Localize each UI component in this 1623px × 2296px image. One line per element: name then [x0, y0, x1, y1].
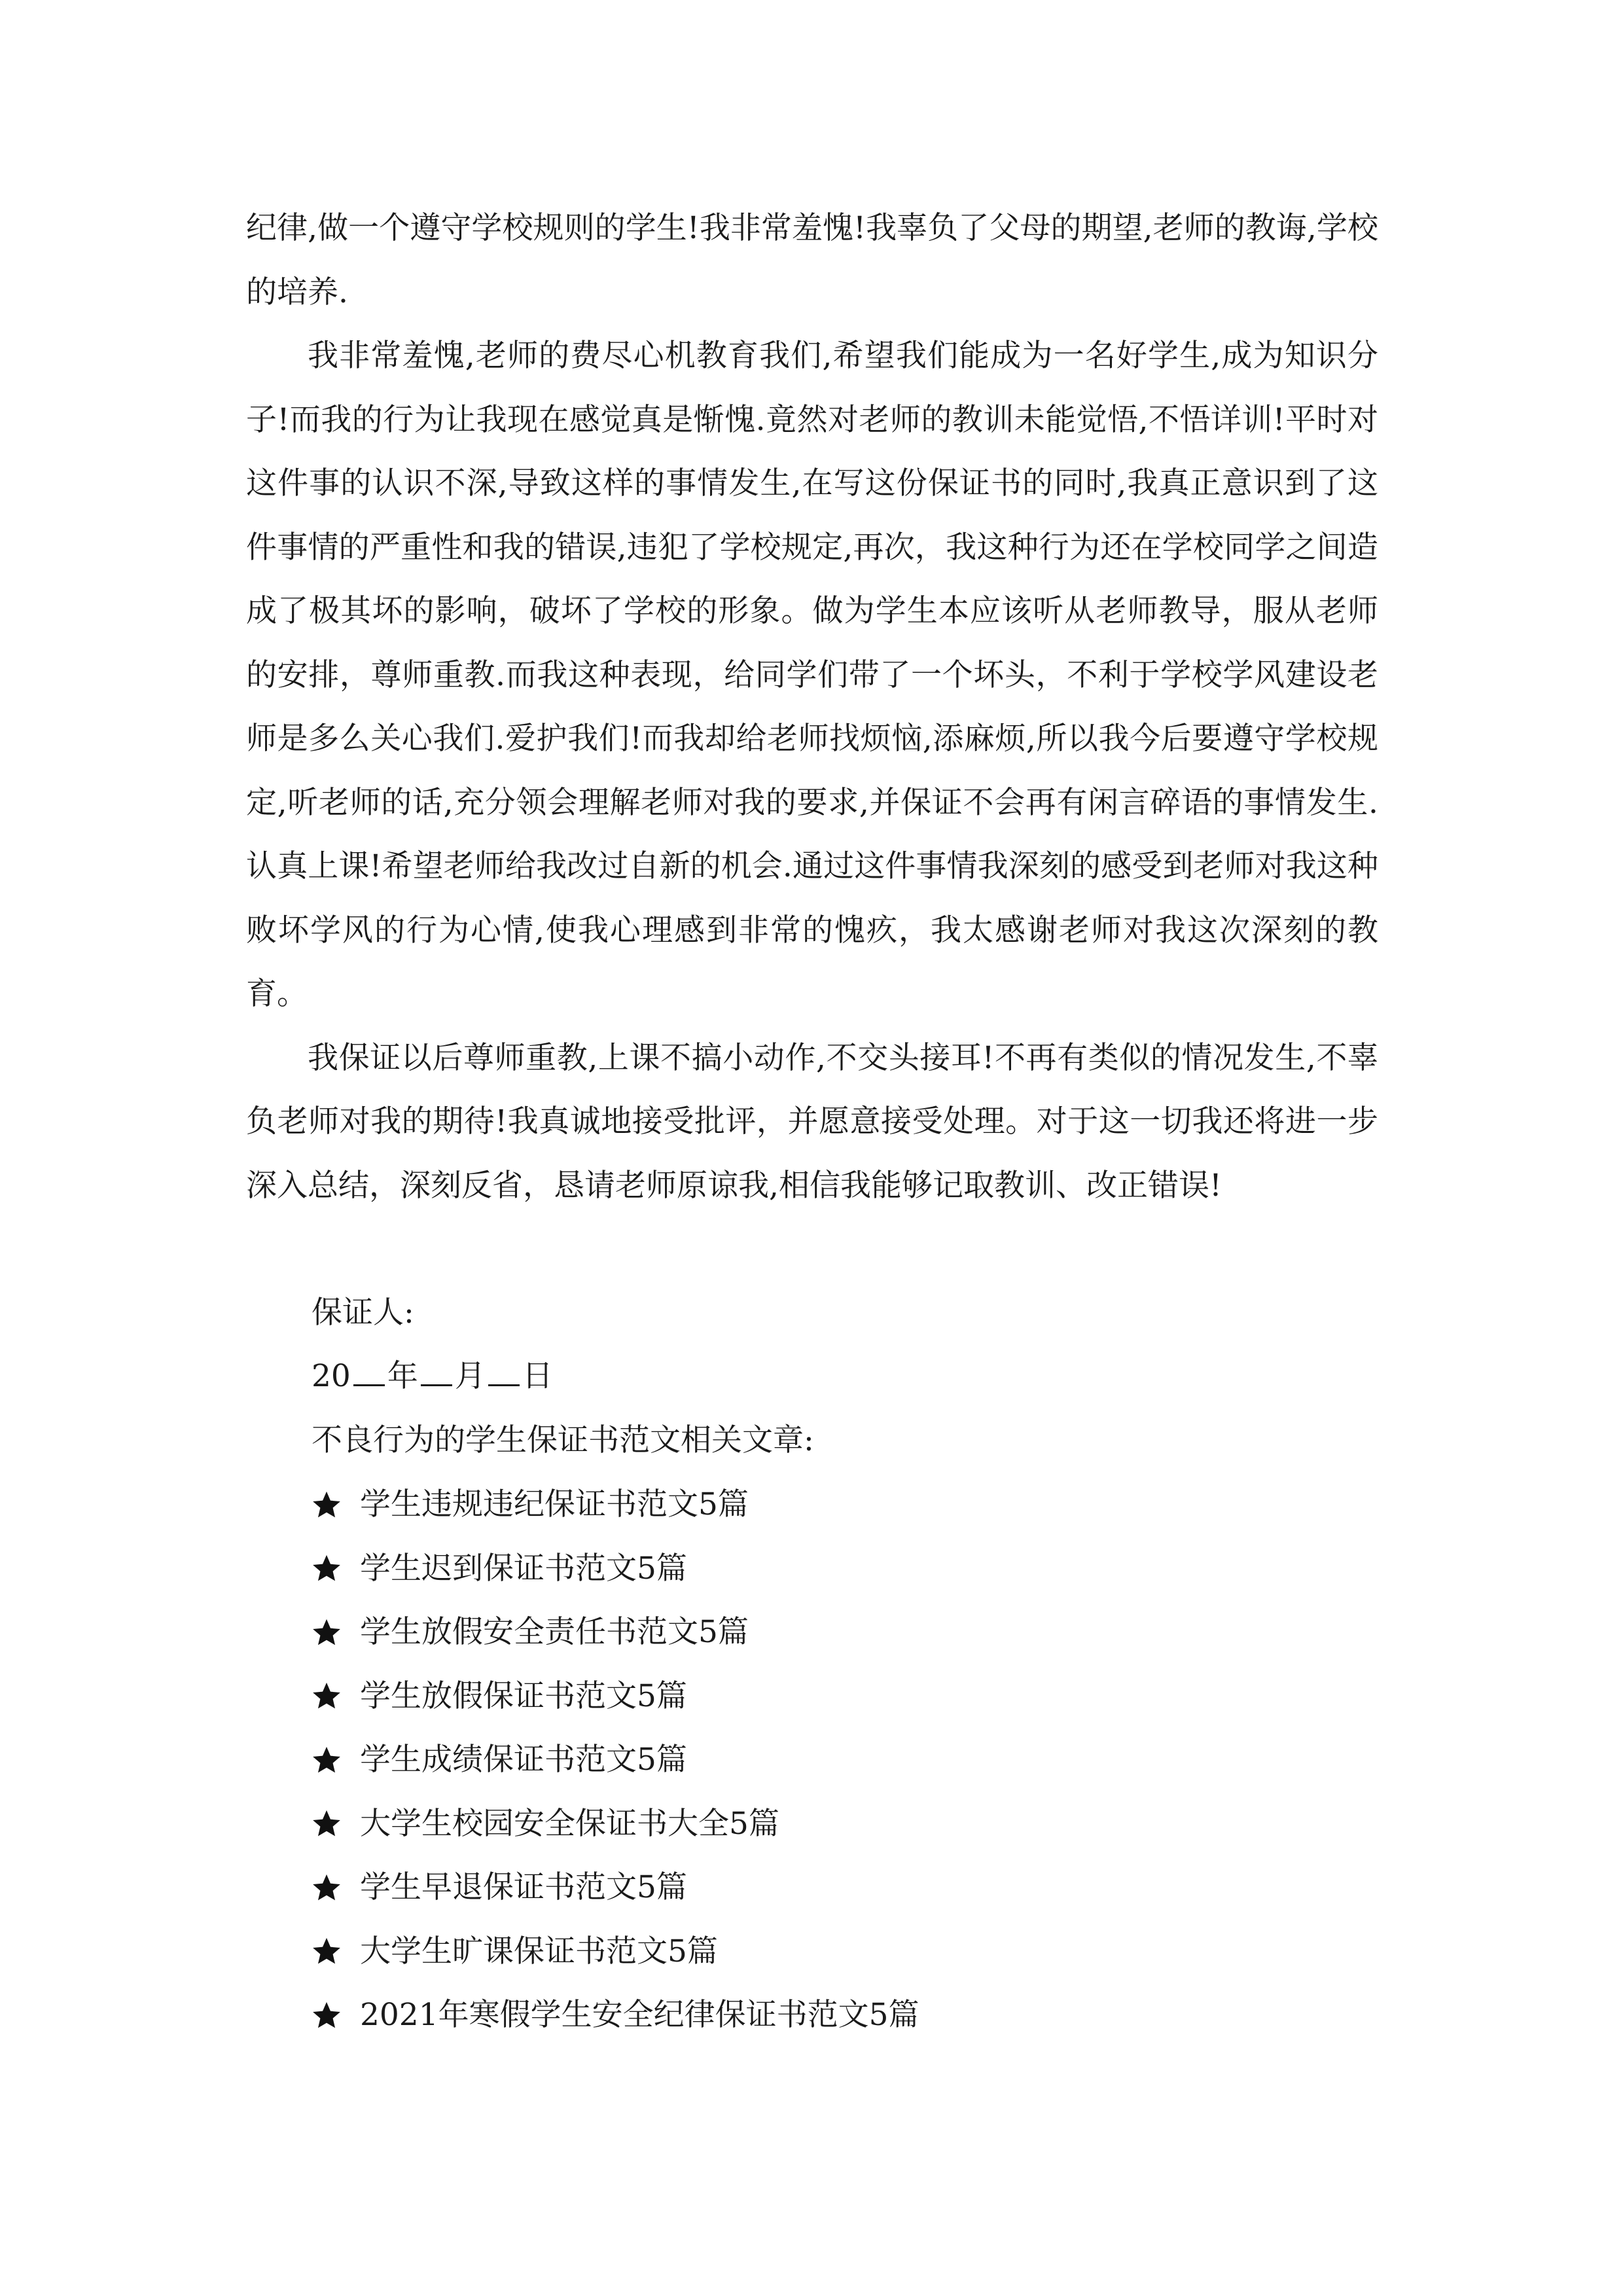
related-article-item[interactable]: [312, 1856, 919, 1920]
date-blank: [488, 1358, 520, 1386]
related-article-title[interactable]: 2021年寒假学生安全纪律保证书范文5篇: [360, 1997, 919, 2033]
related-articles-list: [312, 1473, 919, 2047]
star-icon: [312, 1936, 342, 1966]
date-month: 月: [454, 1358, 486, 1394]
body-text: [246, 196, 1378, 1217]
related-article-title[interactable]: 学生放假安全责任书范文5篇: [360, 1614, 749, 1650]
related-article-item[interactable]: [312, 1983, 919, 2047]
related-article-item[interactable]: [312, 1728, 919, 1792]
paragraph-2: 我非常羞愧,老师的费尽心机教育我们,希望我们能成为一名好学生,成为知识分子!而我的行为让我现在感觉真是惭愧.竟然对老师的教训未能觉悟,不悟详训!平时对这件事的认识不深,导致这样的事情发生,在写这份保证书的同时,我真正意识到了这件事情的严重性和我的错误,违犯了学校规定,再次，我这种行为还在学校同学之间造成了极其坏的影响，破坏了学校的形象。做为学生本应该听从老师教导，服从老师的安排，尊师重教.而我这种表现，给同学们带了一个坏头，不利于学校学风建设老师是多么关心我们.爱护我们!而我却给老师找烦恼,添麻烦,所以我今后要遵守学校规定,听老师的话,充分领会理解老师对我的要求,并保证不会再有闲言碎语的事情发生.认真上课!希望老师给我改过自新的机会.通过这件事情我深刻的感受到老师对我这种败坏学风的行为心情,使我心理感到非常的愧疚，我太感谢老师对我这次深刻的教育。: [246, 338, 1378, 1012]
related-article-title[interactable]: 学生迟到保证书范文5篇: [360, 1550, 687, 1587]
related-article-title[interactable]: 大学生校园安全保证书大全5篇: [360, 1805, 779, 1842]
star-icon: [312, 1745, 342, 1775]
related-article-title[interactable]: 大学生旷课保证书范文5篇: [360, 1933, 718, 1969]
date-blank: [353, 1358, 385, 1386]
related-article-item[interactable]: [312, 1664, 919, 1729]
star-icon: [312, 1681, 342, 1711]
star-icon: [312, 1553, 342, 1583]
star-icon: [312, 1617, 342, 1647]
related-article-title[interactable]: 学生早退保证书范文5篇: [360, 1869, 687, 1905]
related-article-title[interactable]: 学生违规违纪保证书范文5篇: [360, 1486, 749, 1522]
related-article-title[interactable]: 学生成绩保证书范文5篇: [360, 1742, 687, 1778]
star-icon: [312, 2000, 342, 2030]
related-article-title[interactable]: 学生放假保证书范文5篇: [360, 1677, 687, 1714]
date-blank: [421, 1358, 452, 1386]
paragraph-3: 我保证以后尊师重教,上课不搞小动作,不交头接耳!不再有类似的情况发生,不辜负老师对我的期待!我真诚地接受批评，并愿意接受处理。对于这一切我还将进一步深入总结，深刻反省，恳请老师原谅我,相信我能够记取教训、改正错误!: [246, 1039, 1378, 1204]
related-heading: 不良行为的学生保证书范文相关文章:: [312, 1422, 814, 1458]
paragraph-1: 纪律,做一个遵守学校规则的学生!我非常羞愧!我辜负了父母的期望,老师的教诲,学校的培养.: [246, 210, 1378, 310]
date-prefix: 20: [312, 1358, 351, 1394]
date-line: [312, 1344, 553, 1408]
related-article-item[interactable]: [312, 1600, 919, 1664]
star-icon: [312, 1490, 342, 1520]
related-article-item[interactable]: [312, 1792, 919, 1856]
star-icon: [312, 1808, 342, 1839]
signature-label: 保证人:: [312, 1295, 414, 1331]
related-article-item[interactable]: [312, 1537, 919, 1601]
related-article-item[interactable]: [312, 1920, 919, 1984]
date-year: 年: [387, 1358, 418, 1394]
related-article-item[interactable]: [312, 1473, 919, 1537]
star-icon: [312, 1873, 342, 1903]
date-day: 日: [522, 1358, 553, 1394]
